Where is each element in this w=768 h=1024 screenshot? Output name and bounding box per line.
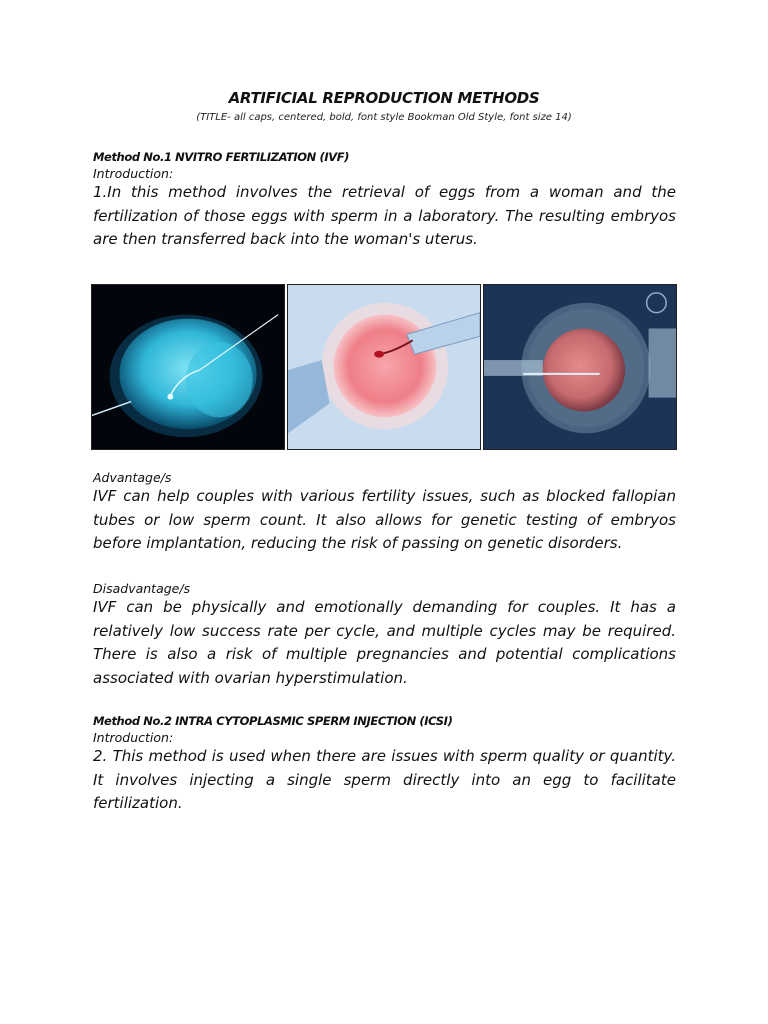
method2-section	[93, 714, 676, 816]
method2-intro-text: 2. This method is used when there are issues with sperm quality or quantity. It involves injecting a single sperm directly into an egg to facilitate fertilization.	[93, 747, 676, 812]
method2-intro-label: Introduction:	[93, 730, 174, 745]
method1-section	[93, 150, 676, 252]
egg-cell-microinjection-icon	[484, 285, 676, 449]
egg-cell-pipette-icon	[288, 285, 480, 449]
egg-cell-injection-icon	[92, 285, 284, 449]
document-subtitle: (TITLE- all caps, centered, bold, font style Bookman Old Style, font size 14)	[196, 112, 572, 123]
method1-intro-text: 1.In this method involves the retrieval of eggs from a woman and the fertilization of those eggs with sperm in a laboratory. The resulting embryos are then transferred back into the woman's uterus.	[93, 183, 676, 248]
method2-heading: Method No.2 INTRA CYTOPLASMIC SPERM INJECTION (ICSI)	[93, 714, 453, 728]
method1-intro-label: Introduction:	[93, 166, 174, 181]
ivf-image-strip	[91, 284, 677, 450]
advantage-text: IVF can help couples with various fertility issues, such as blocked fallopian tubes or low sperm count. It also allows for genetic testing of embryos before implantation, reducing the risk of passing on genetic disorders.	[93, 487, 676, 552]
ivf-egg-micro-image	[483, 284, 677, 450]
disadvantage-label: Disadvantage/s	[93, 581, 191, 596]
document-title: ARTIFICIAL REPRODUCTION METHODS	[228, 89, 540, 107]
ivf-egg-blue-image	[91, 284, 285, 450]
method1-heading: Method No.1 NVITRO FERTILIZATION (IVF)	[93, 150, 350, 164]
ivf-egg-pink-image	[287, 284, 481, 450]
disadvantage-text: IVF can be physically and emotionally demanding for couples. It has a relatively low success rate per cycle, and multiple cycles may be required. There is also a risk of multiple pregnancies and potential complications associated with ovarian hyperstimulation.	[93, 598, 676, 687]
method1-advantages	[93, 470, 676, 556]
method1-disadvantages	[93, 581, 676, 690]
advantage-label: Advantage/s	[93, 470, 172, 485]
